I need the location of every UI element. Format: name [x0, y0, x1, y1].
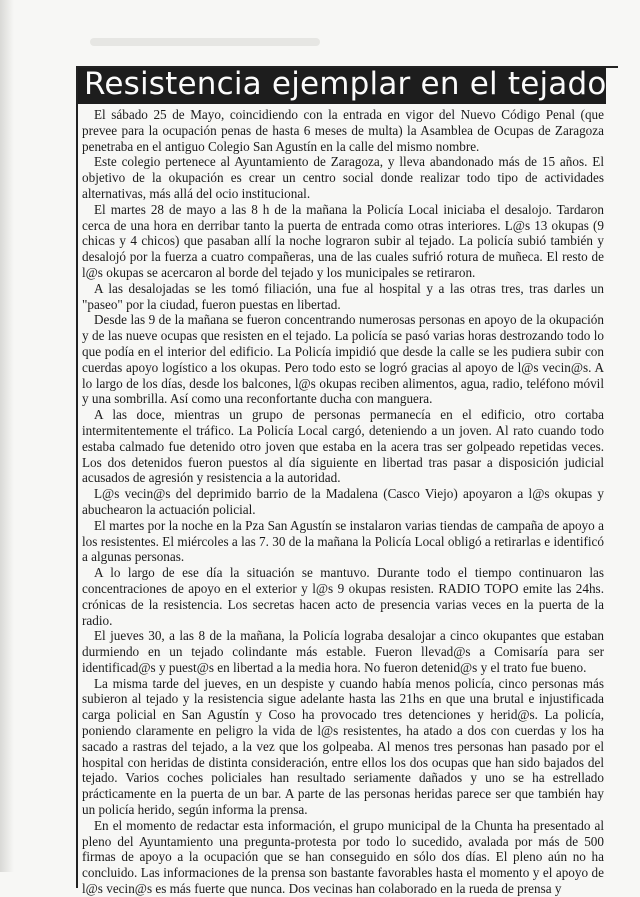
paragraph: El martes 28 de mayo a las 8 h de la mañana la Policía Local iniciaba el desalojo. Tardaron cerca de una hora en derribar tanto la puerta de entrada como otras interiores. L@s 13 okupas (9 chicas y 4 chicos) que pasaban allí la noche lograron subir al tejado. La policía subió también y desalojó por la fuerza a cuatro compañeras, una de las cuales sufrió rotura de muñeca. El resto de l@s okupas se acercaron al borde del tejado y los municipales se retiraron. [82, 201, 604, 280]
scan-smudge [90, 38, 320, 46]
article-title: Resistencia ejemplar en el tejado [84, 66, 607, 102]
paragraph: L@s vecin@s del deprimido barrio de la Madalena (Casco Viejo) apoyaron a l@s okupas y abuchearon la actuación policial. [82, 486, 604, 517]
paragraph: En el momento de redactar esta información, el grupo municipal de la Chunta ha presentado al pleno del Ayuntamiento una pregunta-protesta por todo lo sucedido, avalada por más de 500 firmas de apoyo a la ocupación que se han conseguido en sólo dos días. El pleno aún no ha concluido. Las informaciones de la prensa son bastante favorables hasta el momento y el apoyo de l@s vecin@s es más fuerte que nunca. Dos vecinas han colaborado en la rueda de prensa y [82, 817, 604, 897]
paragraph: A las doce, mientras un grupo de personas permanecía en el edificio, otro cortaba intermitentemente el tráfico. La Policía Local cargó, deteniendo a un joven. Al rato cuando todo estaba calmado fue detenido otro joven que estaba en la acera tras ser golpeado repetidas veces. Los dos detenidos fueron puestos al día siguiente en libertad tras pasar a disposición judicial acusados de agresión y resistencia a la autoridad. [82, 407, 604, 486]
paragraph: El sábado 25 de Mayo, coincidiendo con la entrada en vigor del Nuevo Código Penal (que prevee para la ocupación penas de hasta 6 meses de multa) la Asamblea de Ocupas de Zaragoza penetraba en el antiguo Colegio San Agustín en la calle del mismo nombre. [82, 107, 604, 154]
paragraph: A lo largo de ese día la situación se mantuvo. Durante todo el tiempo continuaron las concentraciones de apoyo en el exterior y l@s 9 okupas resisten. RADIO TOPO emite las 24hs. crónicas de la resistencia. Los secretas hacen acto de presencia varias veces en la puerta de la radio. [82, 565, 604, 628]
paragraph: Este colegio pertenece al Ayuntamiento de Zaragoza, y lleva abandonado más de 15 años. El objetivo de la okupación es crear un centro social donde realizar todo tipo de actividades alternativas, más allá del ocio institucional. [82, 154, 604, 201]
paragraph: El jueves 30, a las 8 de la mañana, la Policía lograba desalojar a cinco okupantes que estaban durmiendo en un tejado colindante más estable. Fueron llevad@s a Comisaría para ser identificad@s y puest@s en libertad a la media hora. No fueron detenid@s y el trato fue bueno. [82, 628, 604, 675]
paragraph: El martes por la noche en la Pza San Agustín se instalaron varias tiendas de campaña de apoyo a los resistentes. El miércoles a las 7. 30 de la mañana la Policía Local obligó a retirarlas e identificó a algunas personas. [82, 517, 604, 565]
page-edge-shadow [0, 0, 14, 872]
paragraph: Desde las 9 de la mañana se fueron concentrando numerosas personas en apoyo de la okupación y de las nueve ocupas que resisten en el tejado. La policía se pasó varias horas destrozando todo lo que podía en el interior del edificio. La Policía impidió que desde la calle se les pudiera subir con cuerdas apoyo logístico a los okupas. Pero todo esto se logró gracias al apoyo de l@s vecin@s. A lo largo de los días, desde los balcones, l@s okupas reciben alimentos, agua, radio, teléfono móvil y una sombrilla. Así como una reconfortante ducha con manguera. [82, 312, 604, 407]
paragraph: A las desalojadas se les tomó filiación, una fue al hospital y a las otras tres, tras darles un "paseo" por la ciudad, fueron puestas en libertad. [82, 280, 604, 312]
article-body [82, 107, 604, 897]
paragraph: La misma tarde del jueves, en un despiste y cuando había menos policía, cinco personas más subieron al tejado y la resistencia sigue adelante hasta las 21hs en que una brutal e injustificada carga policial en San Agustín y Coso ha provocado tres detenciones y herid@s. La policía, poniendo claramente en peligro la vida de l@s resistentes, ha atado a dos con cuerdas y los ha sacado a rastras del tejado, a la vez que los golpeaba. Al menos tres personas han pasado por el hospital con heridas de distinta consideración, entre ellos los dos ocupas que han sido bajados del tejado. Varios coches policiales han resultado seriamente dañados y uno se ha estrellado prácticamente en la puerta de un bar. A parte de las personas heridas parece ser que también hay un policía herido, según informa la prensa. [82, 675, 604, 818]
